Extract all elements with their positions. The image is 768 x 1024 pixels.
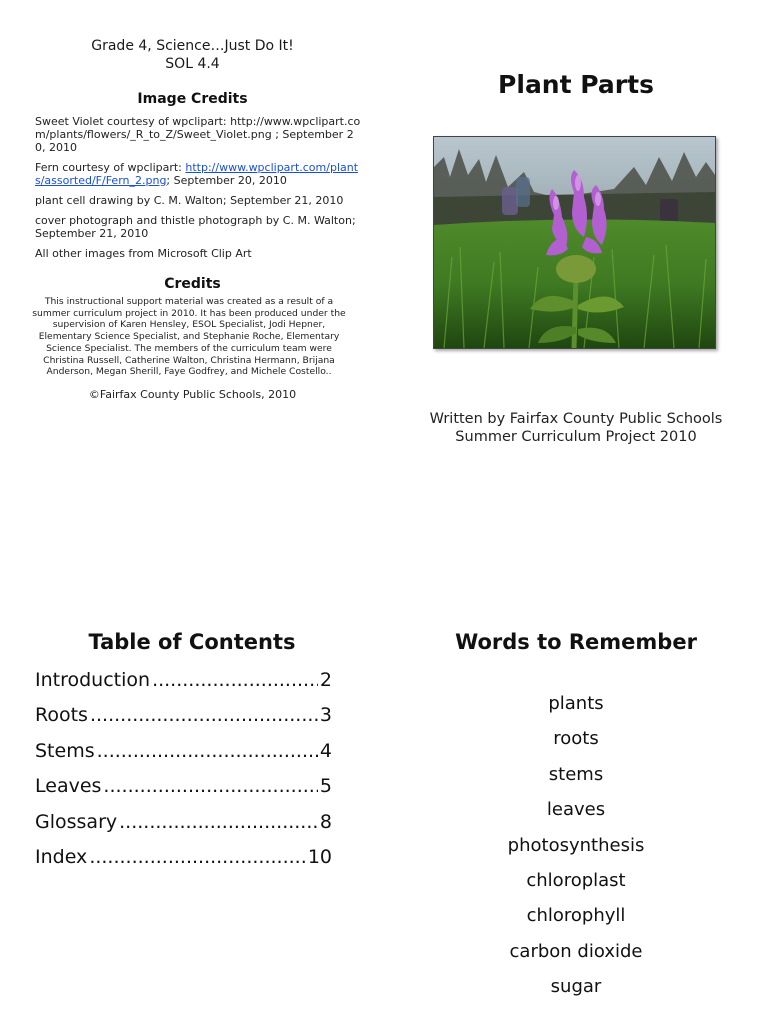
- toc-page-number: 10: [307, 845, 332, 868]
- purple-flower-photo: [434, 137, 715, 348]
- vocabulary-title: Words to Remember: [455, 630, 697, 654]
- credits-body: This instructional support material was created as a result of a summer curriculum project in 2010. It has been produced under the supervision of Karen Hensley, ESOL Specialist, Jodi Hepner, Elementary Science Specialist, and Stephanie Roche, Elementary Science Specialist. The members of the curriculum team were Christina Russell, Catherine Walton, Christina Hermann, Brijana Anderson, Megan Sherill, Faye Godfrey, and Michele Costello..: [32, 296, 346, 378]
- toc-entry-roots[interactable]: [35, 704, 332, 739]
- cover-title: Plant Parts: [498, 70, 654, 99]
- toc-leader: [103, 775, 317, 797]
- toc-label: Stems: [35, 739, 95, 762]
- copyright: ©Fairfax County Public Schools, 2010: [88, 387, 297, 401]
- vocabulary-word: carbon dioxide: [509, 940, 643, 962]
- series-title: Grade 4, Science…Just Do It!: [91, 38, 294, 54]
- toc-page-number: 5: [319, 775, 332, 798]
- cover-photo: [433, 136, 716, 349]
- toc-list: [35, 669, 332, 881]
- toc-entry-glossary[interactable]: [35, 811, 332, 846]
- toc-page-number: 8: [319, 810, 332, 833]
- toc-label: Index: [35, 845, 88, 868]
- toc-entry-stems[interactable]: [35, 740, 332, 775]
- image-credit-item: All other images from Microsoft Clip Art: [35, 247, 252, 260]
- toc-leader: [119, 811, 318, 833]
- image-credit-suffix: ; September 20, 2010: [166, 174, 287, 187]
- image-credit-prefix: Fern courtesy of wpclipart:: [35, 161, 186, 174]
- credits-heading: Credits: [164, 276, 221, 292]
- toc-leader: [90, 704, 318, 726]
- vocabulary-word: sugar: [550, 976, 602, 998]
- toc-leader: [97, 740, 318, 762]
- fern-link[interactable]: http://www.wpclipart.com/plants/assorted/F/Fern_2.png: [35, 161, 359, 187]
- image-credits-heading: Image Credits: [137, 91, 248, 107]
- vocabulary-word: photosynthesis: [507, 834, 645, 856]
- image-credit-item: plant cell drawing by C. M. Walton; September 21, 2010: [35, 194, 344, 207]
- toc-page-number: 4: [319, 739, 332, 762]
- toc-label: Glossary: [35, 810, 118, 833]
- toc-entry-index[interactable]: [35, 846, 332, 881]
- toc-label: Introduction: [35, 669, 151, 691]
- toc-leader: [89, 846, 306, 868]
- toc-page: [0, 512, 384, 1024]
- toc-entry-introduction[interactable]: [35, 669, 332, 704]
- author-line: Written by Fairfax County Public Schools: [429, 411, 723, 427]
- sol-code: SOL 4.4: [165, 56, 220, 72]
- vocabulary-word: leaves: [546, 799, 606, 821]
- vocabulary-word: plants: [548, 693, 604, 714]
- vocabulary-word: roots: [553, 728, 599, 750]
- toc-entry-leaves[interactable]: [35, 775, 332, 810]
- credits-page: [0, 0, 384, 512]
- project-line: Summer Curriculum Project 2010: [455, 429, 697, 445]
- toc-label: Roots: [35, 704, 88, 727]
- image-credit-item: Sweet Violet courtesy of wpclipart: http://www.wpclipart.com/plants/flowers/_R_to_Z/Sweet_Violet.png ; September 20, 2010: [35, 115, 361, 154]
- cover-page: [384, 0, 768, 512]
- author-credit: [384, 410, 768, 446]
- toc-label: Leaves: [35, 775, 102, 798]
- toc-leader: [152, 669, 318, 691]
- toc-title: Table of Contents: [88, 630, 296, 654]
- vocabulary-word: chloroplast: [526, 869, 626, 891]
- toc-page-number: 2: [319, 669, 332, 691]
- vocabulary-word: chlorophyll: [526, 905, 626, 927]
- vocabulary-list: [384, 690, 768, 1009]
- image-credit-item: [35, 161, 364, 187]
- vocabulary-page: [384, 512, 768, 1024]
- image-credit-item: cover photograph and thistle photograph by C. M. Walton; September 21, 2010: [35, 214, 356, 240]
- toc-page-number: 3: [319, 704, 332, 727]
- vocabulary-word: stems: [548, 763, 604, 785]
